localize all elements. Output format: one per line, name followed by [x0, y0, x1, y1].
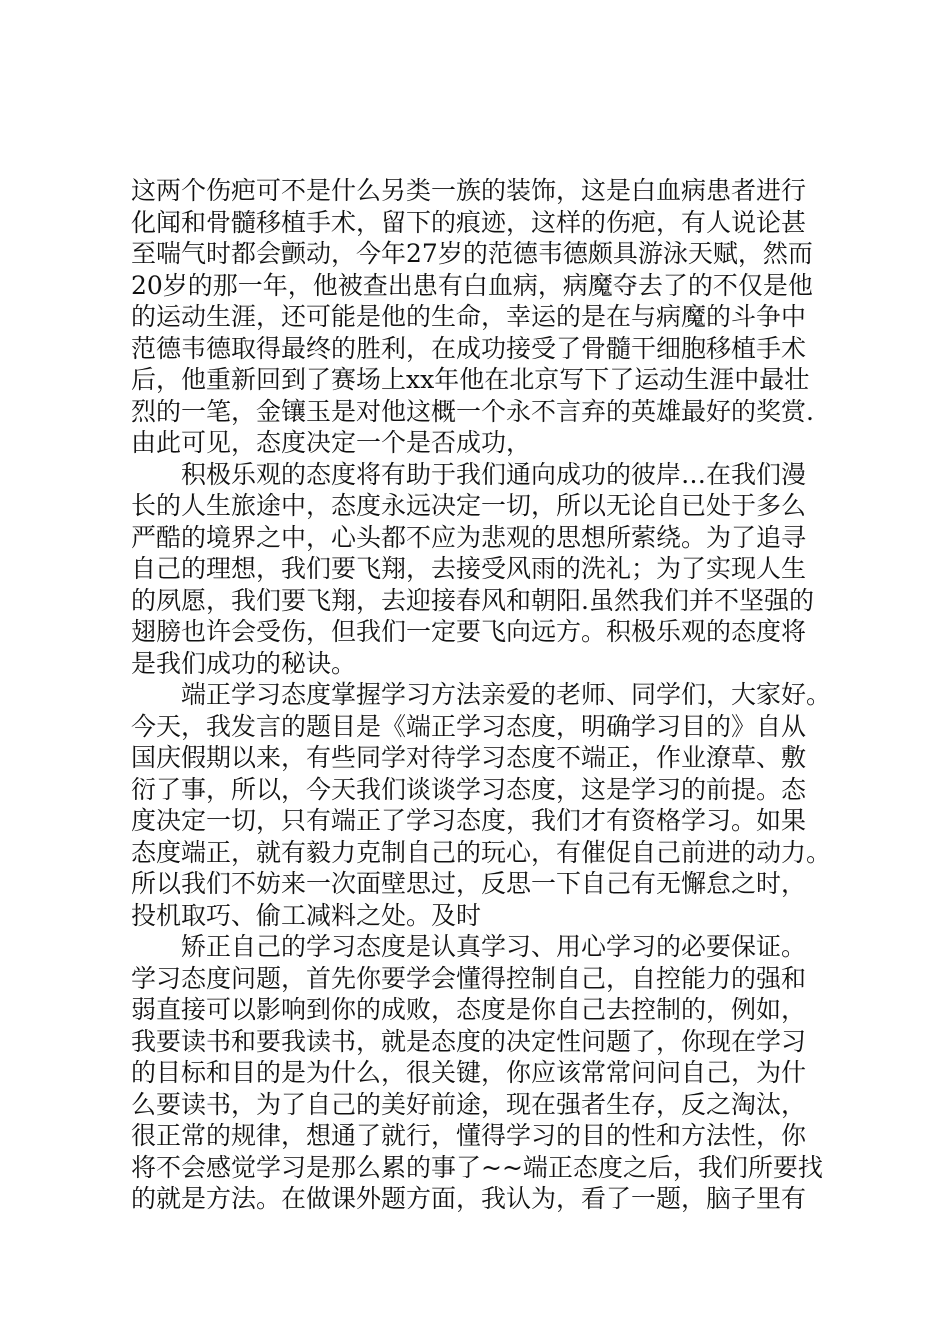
text-line: 的就是方法。在做课外题方面，我认为，看了一题，脑子里有: [131, 1184, 807, 1213]
text-line: 矫正自己的学习态度是认真学习、用心学习的必要保证。: [181, 932, 807, 961]
text-line: 后，他重新回到了赛场上xx年他在北京写下了运动生涯中最壮: [131, 365, 810, 394]
text-line: 所以我们不妨来一次面壁思过，反思一下自己有无懈怠之时，: [131, 869, 807, 898]
text-line: 么要读书，为了自己的美好前途，现在强者生存，反之淘汰，: [131, 1089, 807, 1119]
document-body: [131, 175, 831, 1215]
text-line: 20岁的那一年，他被查出患有白血病，病魔夺去了的不仅是他: [131, 270, 813, 300]
text-line: 国庆假期以来，有些同学对待学习态度不端正，作业潦草、敷: [131, 743, 807, 772]
text-line: 是我们成功的秘诀。: [131, 648, 357, 678]
text-line: 学习态度问题，首先你要学会懂得控制自己，自控能力的强和: [131, 963, 807, 993]
text-line: 度决定一切，只有端正了学习态度，我们才有资格学习。如果: [131, 806, 807, 835]
text-line: 自己的理想，我们要飞翔，去接受风雨的洗礼；为了实现人生: [131, 554, 807, 583]
text-line: 烈的一笔，金镶玉是对他这概一个永不言弃的英雄最好的奖赏.: [131, 396, 814, 426]
text-line: 长的人生旅途中，态度永远决定一切，所以无论自已处于多么: [131, 491, 807, 520]
text-line: 化闻和骨髓移植手术，留下的痕迹，这样的伤疤，有人说论甚: [131, 207, 807, 237]
paragraph-3: [131, 679, 831, 931]
text-line: 的目标和目的是为什么，很关键，你应该常常问问自己，为什: [131, 1058, 807, 1087]
text-line: 投机取巧、偷工减料之处。及时: [131, 900, 482, 930]
text-line: 将不会感觉学习是那么累的事了~~端正态度之后，我们所要找: [131, 1152, 823, 1182]
text-line: 弱直接可以影响到你的成败，态度是你自己去控制的，例如，: [131, 995, 807, 1024]
text-line: 这两个伤疤可不是什么另类一族的装饰，这是白血病患者进行: [131, 176, 807, 205]
text-line: 严酷的境界之中，心头都不应为悲观的思想所萦绕。为了追寻: [131, 522, 807, 552]
text-line: 至喘气时都会颤动，今年27岁的范德韦德颇具游泳天赋，然而: [131, 239, 813, 268]
text-line: 今天，我发言的题目是《端正学习态度，明确学习目的》自从: [131, 711, 807, 741]
text-line: 衍了事，所以，今天我们谈谈学习态度，这是学习的前提。态: [131, 774, 807, 804]
text-line: 翅膀也许会受伤，但我们一定要飞向远方。积极乐观的态度将: [131, 617, 807, 646]
text-line: 范德韦德取得最终的胜利，在成功接受了骨髓干细胞移植手术: [131, 333, 807, 363]
text-line: 态度端正，就有毅力克制自己的玩心，有催促自己前进的动力。: [131, 837, 832, 867]
text-line: 端正学习态度掌握学习方法亲爱的老师、同学们，大家好。: [181, 680, 832, 709]
text-line: 的运动生涯，还可能是他的生命，幸运的是在与病魔的斗争中: [131, 302, 807, 331]
text-line: 由此可见，态度决定一个是否成功，: [131, 428, 532, 457]
text-line: 我要读书和要我读书，就是态度的决定性问题了，你现在学习: [131, 1026, 807, 1056]
text-line: 很正常的规律，想通了就行，懂得学习的目的性和方法性，你: [131, 1121, 807, 1150]
text-line: 的夙愿，我们要飞翔，去迎接春风和朝阳.虽然我们并不坚强的: [131, 585, 814, 615]
text-line: 积极乐观的态度将有助于我们通向成功的彼岸…在我们漫: [181, 459, 807, 489]
paragraph-4: [131, 931, 831, 1215]
paragraph-2: [131, 459, 831, 680]
paragraph-1: [131, 175, 831, 459]
